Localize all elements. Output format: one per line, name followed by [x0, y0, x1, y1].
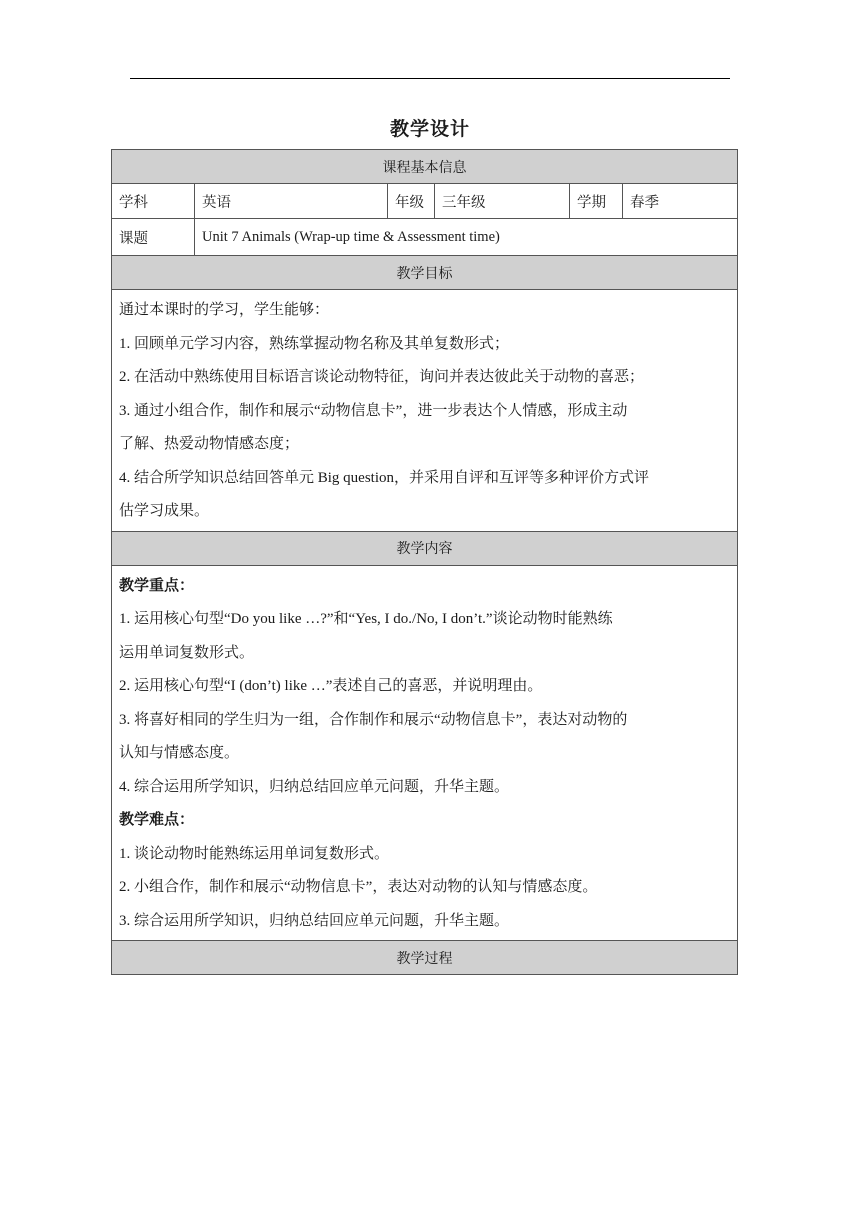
section-basic-info	[112, 150, 738, 184]
key-point-line: 4. 综合运用所学知识，归纳总结回应单元问题，升华主题。	[119, 778, 510, 795]
objectives-row	[112, 290, 738, 532]
key-point-line: 认知与情感态度。	[119, 745, 240, 761]
difficulties-heading: 教学难点：	[119, 812, 195, 828]
key-point-line: 运用单词复数形式。	[119, 644, 255, 661]
objectives-line: 3. 通过小组合作，制作和展示“动物信息卡”，进一步表达个人情感，形成主动	[119, 402, 628, 419]
header-rule	[130, 78, 730, 79]
objectives-line: 4. 结合所学知识总结回答单元 Big question，并采用自评和互评等多种评价方式评	[119, 469, 650, 486]
difficulty-line: 2. 小组合作，制作和展示“动物信息卡”，表达对动物的认知与情感态度。	[119, 879, 598, 895]
difficulty-line: 3. 综合运用所学知识，归纳总结回应单元问题，升华主题。	[119, 912, 510, 929]
topic-value: Unit 7 Animals (Wrap-up time & Assessment time)	[195, 219, 738, 256]
key-point-line: 2. 运用核心句型“I (don’t) like …”表述自己的喜恶，并说明理由。	[119, 678, 543, 694]
term-label: 学期	[570, 184, 623, 219]
objectives-cell	[112, 290, 738, 532]
key-point-line: 3. 将喜好相同的学生归为一组，合作制作和展示“动物信息卡”，表达对动物的	[119, 711, 628, 728]
key-point-line: 1. 运用核心句型“Do you like …?”和“Yes, I do./No, I don’t.”谈论动物时能熟练	[119, 611, 613, 627]
term-value: 春季	[623, 184, 738, 219]
section-header-process: 教学过程	[112, 941, 738, 975]
grade-value: 三年级	[435, 184, 570, 219]
topic-label: 课题	[112, 219, 195, 256]
lesson-plan-table	[111, 149, 738, 975]
content-cell	[112, 565, 738, 941]
objectives-line: 1. 回顾单元学习内容，熟练掌握动物名称及其单复数形式；	[119, 335, 510, 352]
info-row	[112, 184, 738, 219]
difficulty-line: 1. 谈论动物时能熟练运用单词复数形式。	[119, 845, 390, 862]
subject-label: 学科	[112, 184, 195, 219]
objectives-line: 通过本课时的学习，学生能够：	[119, 302, 330, 318]
topic-row	[112, 219, 738, 256]
subject-value: 英语	[195, 184, 388, 219]
section-objectives	[112, 256, 738, 290]
objectives-line: 了解、热爱动物情感态度；	[119, 436, 300, 452]
key-points-heading: 教学重点：	[119, 577, 195, 594]
grade-label: 年级	[388, 184, 435, 219]
section-process	[112, 941, 738, 975]
section-content	[112, 531, 738, 565]
section-header-content: 教学内容	[112, 531, 738, 565]
content-row	[112, 565, 738, 941]
objectives-line: 估学习成果。	[119, 503, 210, 519]
page-title: 教学设计	[389, 119, 470, 140]
section-header-basic-info: 课程基本信息	[112, 150, 738, 184]
objectives-line: 2. 在活动中熟练使用目标语言谈论动物特征，询问并表达彼此关于动物的喜恶；	[119, 369, 645, 385]
section-header-objectives: 教学目标	[112, 256, 738, 290]
